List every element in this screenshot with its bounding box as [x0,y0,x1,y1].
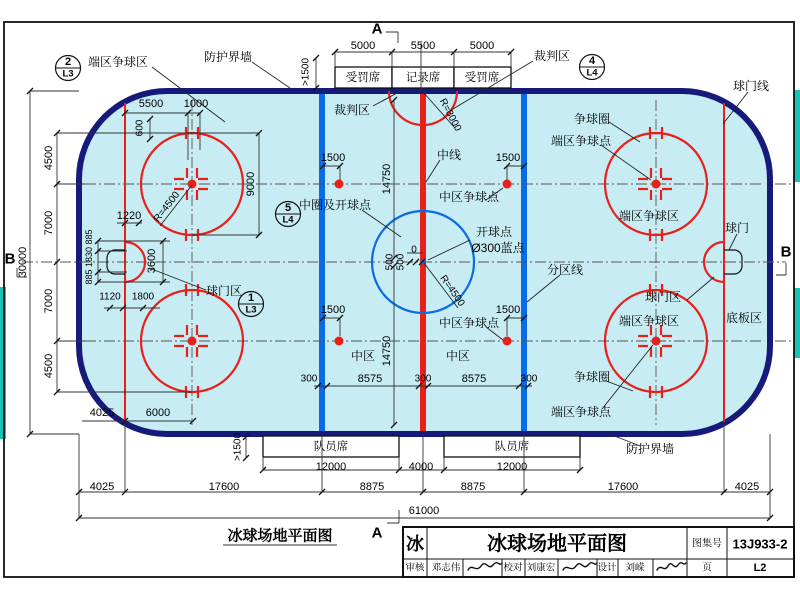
annotation-text: 7000 [43,288,55,314]
annotation-text: 1500 [320,152,346,164]
annotation-text: B [780,243,792,261]
annotation-text: 4500 [43,145,55,171]
annotation-text: R=4500 [437,273,467,309]
annotation-text: 裁判区 [533,49,571,63]
callout-2-L3 [56,56,81,81]
annotation-text: 7000 [43,210,55,236]
annotation-text: 1500 [495,304,521,316]
annotation-text: 中圈及开球点 [298,198,372,212]
faceoff-dot [188,180,197,189]
annotation-text: 中线 [436,148,462,162]
annotation-text: 1000 [183,98,209,110]
annotation-text: 中区争球点 [438,316,500,330]
annotation-text: 球门线 [732,79,770,93]
annotation-text: 14750 [381,163,393,195]
annotation-text: 300 [414,373,432,385]
page-number: L2 [753,562,767,574]
annotation-text: 端区争球点 [550,405,612,419]
annotation-text: 12000 [315,461,347,473]
annotation-text: 885 [84,229,94,245]
annotation-text: 3600 [146,248,158,274]
annotation-text: 300 [520,373,538,385]
penalty-box-right-label: 受罚席 [464,72,500,84]
annotation-text: 5000 [350,40,376,52]
annotation-text: 1830 [84,246,94,268]
annotation-text: 底板区 [725,311,763,325]
neutral-faceoff-dot [503,180,512,189]
annotation-text: 中区 [445,349,471,363]
annotation-text: 端区争球区 [618,314,680,328]
annotation-text: 1220 [116,210,142,222]
annotation-text: A [371,20,383,38]
annotation-text: 4025 [734,481,760,493]
annotation-text: 885 [84,269,94,285]
annotation-text: 球门区 [644,290,682,304]
annotation-text: 端区争球区 [618,209,680,223]
annotation-text: 6000 [145,407,171,419]
callout-sheet: L4 [282,214,294,226]
annotation-text: 防护界墙 [203,50,253,64]
annotation-text: 开球点 [475,225,513,239]
neutral-faceoff-dot [503,337,512,346]
callout-sheet: L3 [62,68,74,80]
faceoff-dot [652,337,661,346]
callout-number: 5 [284,202,292,214]
annotation-text: 600 [134,119,146,137]
annotation-text: 4025 [89,407,115,419]
edge-strip-left [0,287,6,439]
edge-strip-right-bottom [794,288,800,358]
players-bench-right-label: 队员席 [494,441,530,453]
annotation-text: >1500 [300,57,312,87]
annotation-text: 30000 [17,246,29,278]
players-bench-left-label: 队员席 [313,441,349,453]
annotation-text: 1500 [320,304,346,316]
callout-sheet: L3 [245,304,257,316]
neutral-faceoff-dot [335,180,344,189]
annotation-text: 1120 [99,291,121,303]
annotation-text: 5500 [138,98,164,110]
title-block [403,527,794,577]
annotation-text: 中区 [350,349,376,363]
callout-number: 4 [588,55,596,67]
annotation-text: 4500 [43,353,55,379]
annotation-text: 8875 [460,481,486,493]
annotation-text: 8575 [461,373,487,385]
annotation-text: A [371,524,383,542]
annotation-text: 防护界墙 [625,442,675,456]
annotation-text: 300 [300,373,318,385]
neutral-faceoff-dot [335,337,344,346]
callout-number: 1 [247,292,255,304]
annotation-text: B [4,250,16,268]
annotation-text: 争球圈 [573,370,611,384]
annotation-text: 14750 [381,335,393,367]
annotation-text: 球门区 [205,284,243,298]
annotation-text: 4025 [89,481,115,493]
annotation-text: R=3000 [436,96,464,134]
annotation-text: 1800 [131,291,155,303]
annotation-text: 8875 [359,481,385,493]
annotation-text: Ø300蓝点 [471,241,525,255]
annotation-text: 17600 [208,481,240,493]
checker-name: 刘康宏 [526,562,556,574]
callout-1-L3 [239,292,264,317]
title-block-title: 冰球场地平面图 [487,533,627,555]
audit-label: 审核 [405,562,425,574]
annotation-text: >1500 [232,432,244,462]
check-label: 校对 [503,562,523,574]
annotation-text: 61000 [408,505,440,517]
annotation-text: 9000 [245,171,257,197]
edge-strip-right-top [794,90,800,182]
atlas-number: 13J933-2 [732,536,788,552]
annotation-text: 争球圈 [573,112,611,126]
annotation-text: 17600 [607,481,639,493]
annotation-text: 500 [384,253,396,271]
faceoff-dot [188,337,197,346]
annotation-text: 端区争球点 [550,134,612,148]
page-label: 页 [702,562,712,574]
auditor-name: 邓志伟 [431,562,461,574]
annotation-text: 8575 [357,373,383,385]
title-block-ice: 冰 [406,534,424,554]
annotation-text: 端区争球区 [87,55,149,69]
axis-stubs [775,184,792,341]
callout-5-L4 [276,202,301,227]
annotation-text: 500 [395,253,407,271]
designer-name: 刘嵘 [625,562,645,574]
annotation-text: 中区争球点 [438,190,500,204]
annotation-text: 5000 [469,40,495,52]
callout-number: 2 [64,56,72,68]
annotation-text: 4000 [408,461,434,473]
callout-sheet: L4 [586,67,598,79]
annotation-text: R=4500 [151,189,183,225]
faceoff-dot [652,180,661,189]
annotation-text: 裁判区 [333,103,371,117]
penalty-box-left-label: 受罚席 [345,72,381,84]
annotation-text: 1500 [495,152,521,164]
callout-4-L4 [580,55,605,80]
annotation-text: 分区线 [546,263,584,277]
atlas-number-label: 图集号 [692,538,722,550]
annotation-text: 0 [411,244,417,256]
annotation-text: 球门 [724,221,750,235]
drawing-caption: 冰球场地平面图 [227,527,333,545]
design-label: 设计 [597,562,617,574]
scorer-box-label: 记录席 [405,72,441,84]
annotation-text: 5500 [410,40,436,52]
annotation-text: 12000 [496,461,528,473]
